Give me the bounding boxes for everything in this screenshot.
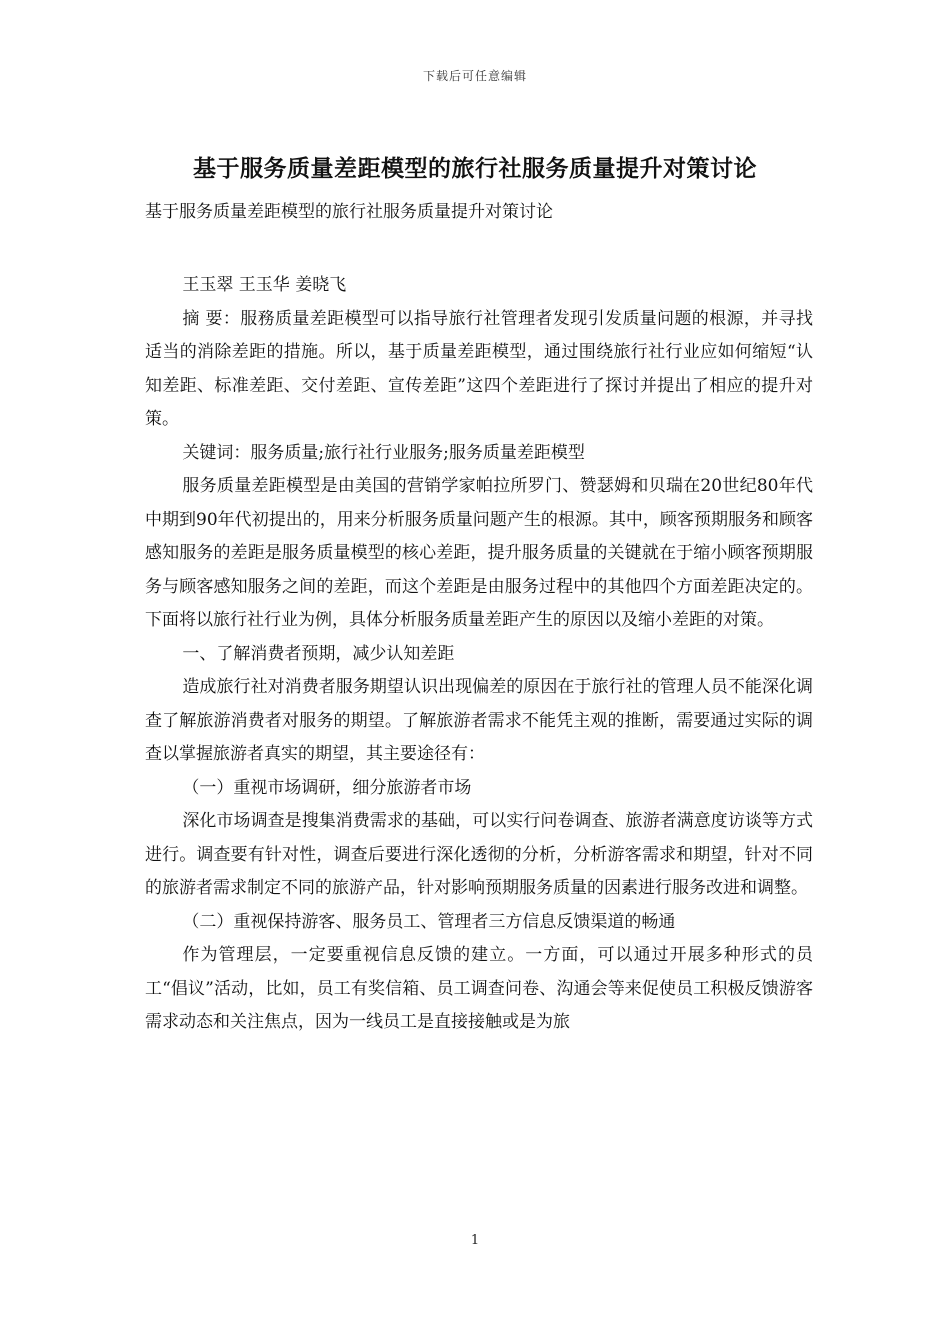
header-note: 下载后可任意编辑 xyxy=(422,69,527,83)
abstract-paragraph: 摘 要：服務质量差距模型可以指导旅行社管理者发现引发质量问题的根源，并寻找适当的消除差距的措施。所以，基于质量差距模型，通过围绕旅行社行业应如何缩短“认知差距、标准差距、交付差距、宣传差距”这四个差距进行了探讨并提出了相应的提升对策。 xyxy=(145,308,813,429)
page-number: 1 xyxy=(470,1233,480,1248)
document-title: 基于服务质量差距模型的旅行社服务质量提升对策讨论 xyxy=(193,155,757,182)
keywords-paragraph: 关键词：服务质量;旅行社行业服务;服务质量差距模型 xyxy=(182,442,585,463)
body-paragraph: 造成旅行社对消费者服务期望认识出现偏差的原因在于旅行社的管理人员不能深化调查了解旅游消费者对服务的期望。了解旅游者需求不能凭主观的推断，需要通过实际的调查以掌握旅游者真实的期望，其主要途径有： xyxy=(145,677,813,764)
section-heading-1: 一、了解消费者预期，减少认知差距 xyxy=(182,643,455,664)
authors-line: 王玉翠 王玉华 姜晓飞 xyxy=(182,275,347,295)
subsection-heading-1: （一）重视市场调研，细分旅游者市场 xyxy=(182,777,472,798)
document-subtitle: 基于服务质量差距模型的旅行社服务质量提升对策讨论 xyxy=(145,202,553,222)
body-paragraph: 作为管理层，一定要重视信息反馈的建立。一方面，可以通过开展多种形式的员工“倡议”活动，比如，员工有奖信箱、员工调查问卷、沟通会等来促使员工积极反馈游客需求动态和关注焦点，因为一线员工是直接接触或是为旅 xyxy=(145,945,813,1032)
body-paragraph: 深化市场调查是搜集消费需求的基础，可以实行问卷调查、旅游者满意度访谈等方式进行。调查要有针对性，调查后要进行深化透彻的分析，分析游客需求和期望，针对不同的旅游者需求制定不同的旅游产品，针对影响预期服务质量的因素进行服务改进和调整。 xyxy=(145,811,813,898)
subsection-heading-2: （二）重视保持游客、服务员工、管理者三方信息反馈渠道的畅通 xyxy=(182,911,676,932)
intro-paragraph: 服务质量差距模型是由美国的营销学家帕拉所罗门、赞瑟姆和贝瑞在20世纪80年代中期到90年代初提出的，用来分析服务质量问题产生的根源。其中，顾客预期服务和顾客感知服务的差距是服务质量模型的核心差距，提升服务质量的关键就在于缩小顾客预期服务与顾客感知服务之间的差距，而这个差距是由服务过程中的其他四个方面差距决定的。下面将以旅行社行业为例，具体分析服务质量差距产生的原因以及缩小差距的对策。 xyxy=(145,476,813,630)
document-body xyxy=(145,269,813,1040)
